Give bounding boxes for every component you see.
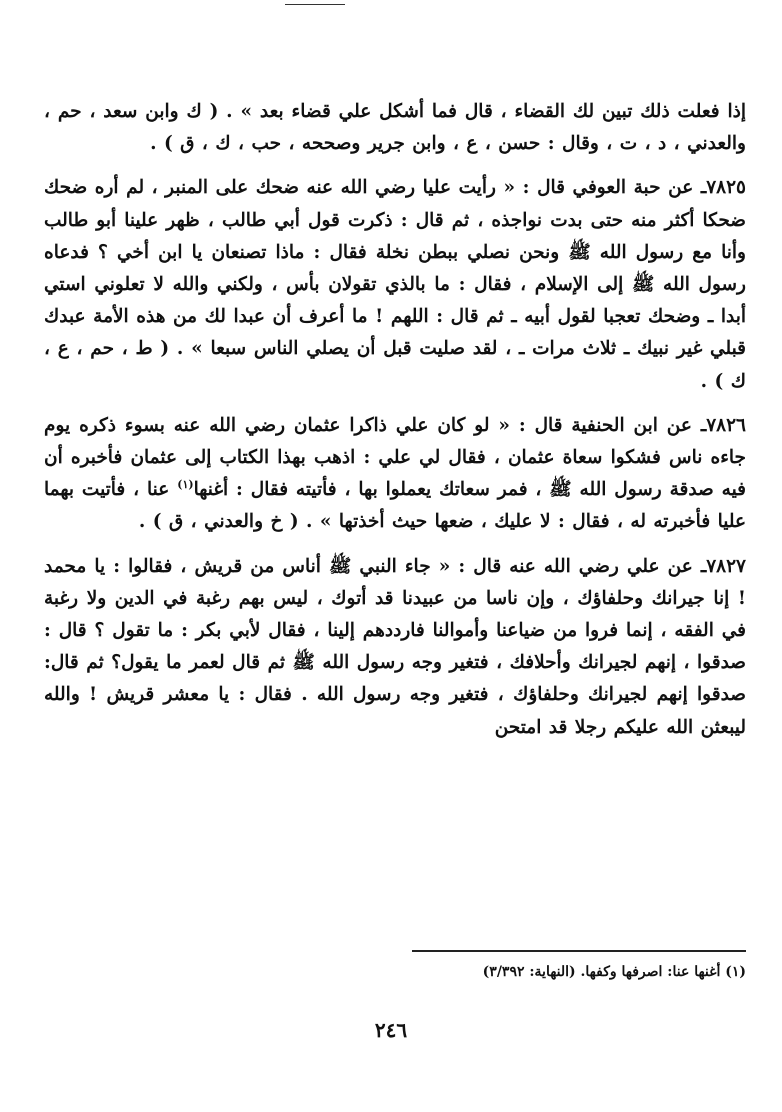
footnote-divider bbox=[412, 950, 746, 952]
paragraph-text: ـ عن علي رضي الله عنه قال : « جاء النبي ﷺ أناس من قريش ، فقالوا : يا محمد ! إنا جيرانك وحلفاؤك ، وإن ناسا من عبيدنا قد أتوك ، ليس بهم رغبة في الدين ولا رغبة في الفقه ، إنما فروا من ضياعنا وأموالنا فارددهم إلينا ، فقال لأبي بكر : ما تقول ؟ قال : صدقوا ، إنهم لجيرانك وأحلافك ، فتغير وجه رسول الله ﷺ ثم قال لعمر ما يقول؟ ثم قال: صدقوا إنهم لجيرانك وحلفاؤك ، فتغير وجه رسول الله . فقال : يا معشر قريش ! والله ليبعثن الله عليكم رجلا قد امتحن bbox=[44, 555, 746, 738]
paragraph-text: إذا فعلت ذلك تبين لك القضاء ، قال فما أشكل علي قضاء بعد » . ( ك وابن سعد ، حم ، والعدني ، د ، ت ، وقال : حسن ، ع ، وابن جرير وصححه ، حب ، ك ، ق ) . bbox=[44, 101, 746, 155]
hadith-number: ٧٨٢٥ bbox=[706, 177, 746, 199]
hadith-7826 bbox=[44, 410, 746, 539]
page-number: ٢٤٦ bbox=[374, 1018, 408, 1042]
hadith-7825 bbox=[44, 172, 746, 397]
hadith-number: ٧٨٢٦ bbox=[706, 414, 746, 436]
hadith-number: ٧٨٢٧ bbox=[706, 555, 746, 577]
paragraph-text-continued: عنا ، فأتيت بهما عليا فأخبرته له ، فقال : لا عليك ، ضعها حيث أخذتها » . ( خ والعدني ، ق ) . bbox=[44, 479, 746, 533]
paragraph-text: ـ عن ابن الحنفية قال : « لو كان علي ذاكرا عثمان رضي الله عنه بسوء ذكره يوم جاءه ناس فشكوا سعاة عثمان ، فقال لي علي : اذهب بهذا الكتاب إلى عثمان فأخبره أن فيه صدقة رسول الله ﷺ ، فمر سعاتك يعملوا بها ، فأتيته فقال : أغنها bbox=[44, 414, 747, 501]
hadith-7827 bbox=[44, 551, 746, 744]
footnote-reference[interactable]: (١) bbox=[177, 478, 194, 492]
paragraph-text: ـ عن حبة العوفي قال : « رأيت عليا رضي الله عنه ضحك على المنبر ، لم أره ضحك ضحكا أكثر منه حتى بدت نواجذه ، ثم قال : ذكرت قول أبي طالب ، ظهر علينا أبو طالب وأنا مع رسول الله ﷺ ونحن نصلي ببطن نخلة فقال : ماذا تصنعان يا ابن أخي ؟ فدعاه رسول الله ﷺ إلى الإسلام ، فقال : ما بالذي تقولان بأس ، ولكني والله لا تعلوني استي أبدا ـ وضحك تعجبا لقول أبيه ـ ثم قال : اللهم ! ما أعرف أن عبدا لك من هذه الأمة عبدك قبلي غير نبيك ـ ثلاث مرات ـ ، لقد صليت قبل أن يصلي الناس سبعا » . ( ط ، حم ، ع ، ك ) . bbox=[44, 177, 746, 392]
main-text bbox=[44, 96, 746, 756]
footnote: (١) أغنها عنا: اصرفها وكفها. (النهاية: ٣/٣٩٢) bbox=[482, 964, 746, 980]
top-rule bbox=[285, 4, 345, 5]
paragraph-continuation bbox=[44, 96, 746, 160]
